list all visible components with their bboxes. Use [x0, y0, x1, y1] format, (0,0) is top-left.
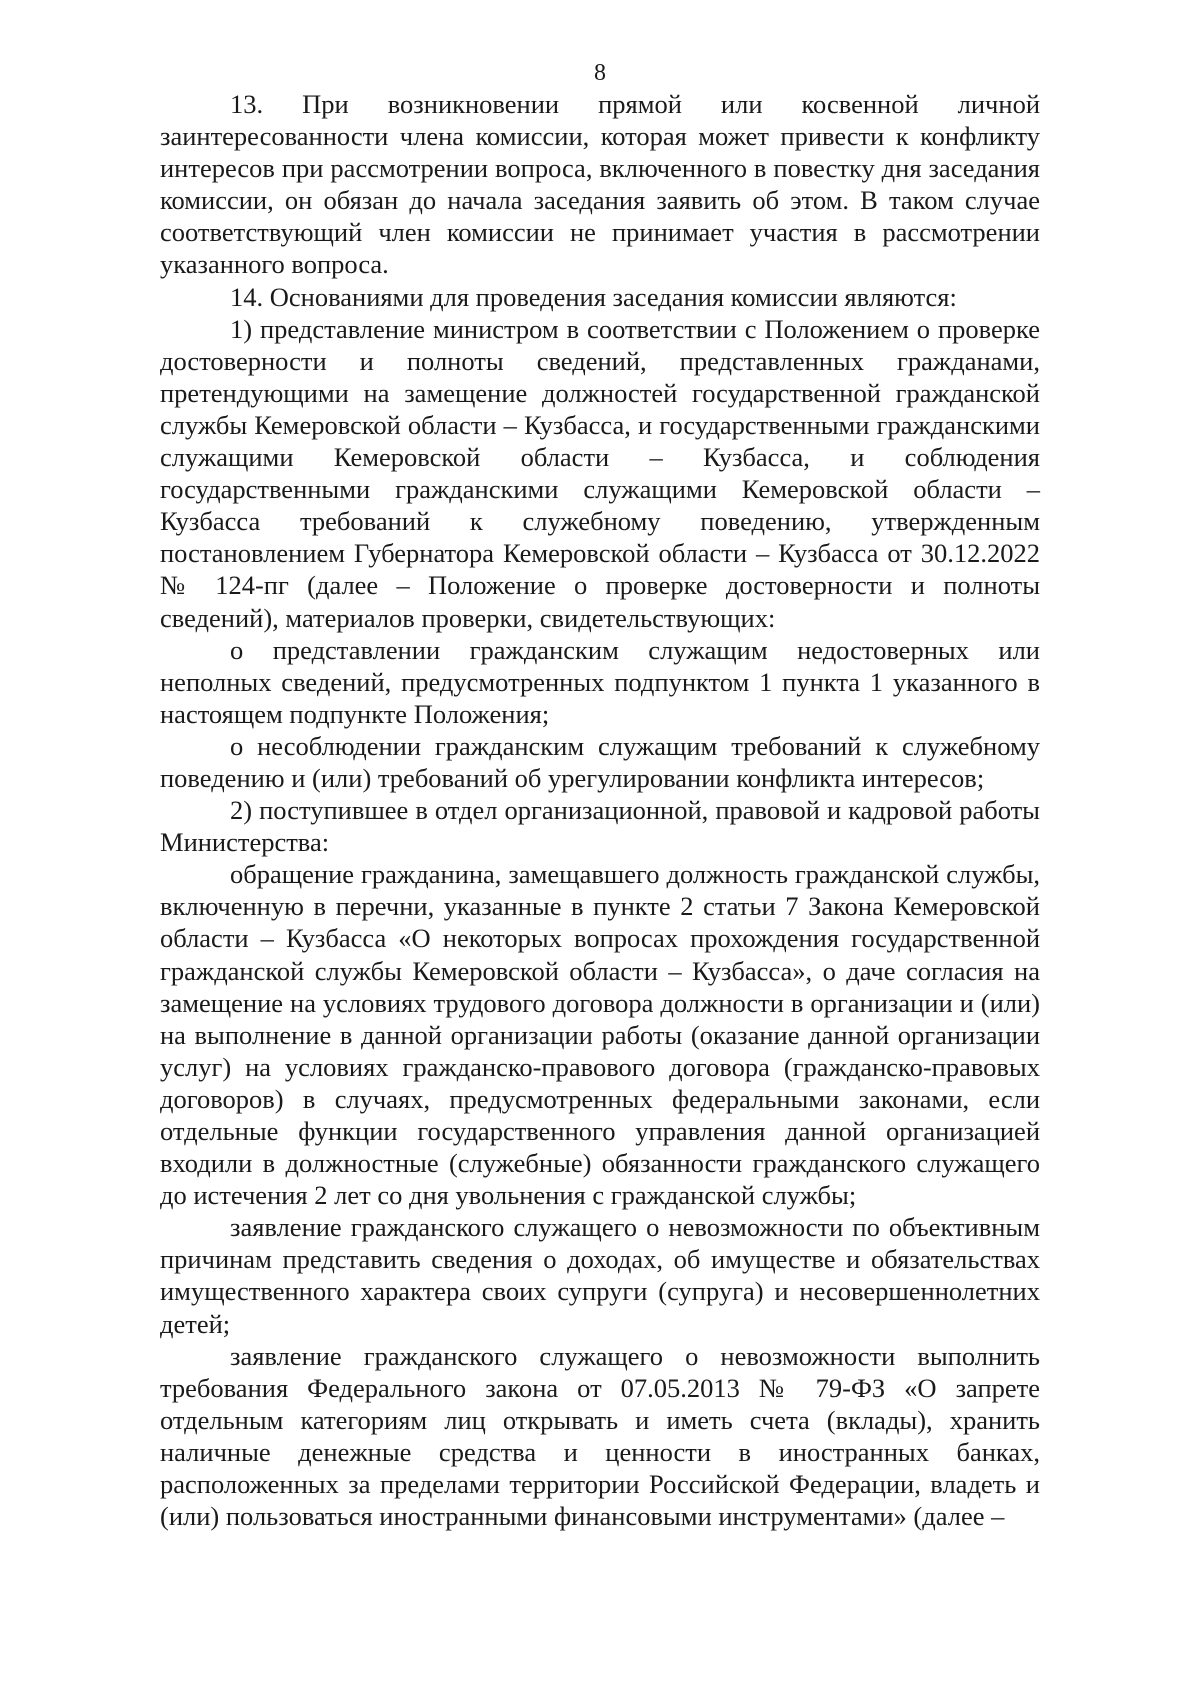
paragraph-statement-income-info: заявление гражданского служащего о невозможности по объективным причинам представить сведения о доходах, об имуществе и обязательствах имущественного характера своих супруги (супруга) и несовершеннолетних детей;: [160, 1212, 1040, 1339]
page-number: 8: [594, 60, 606, 86]
document-body: [160, 88, 1040, 1532]
paragraph-14-1-minister-submission: 1) представление министром в соответствии с Положением о проверке достоверности и полноты сведений, представленных гражданами, претендующими на замещение должностей государственной гражданской службы Кемеровской области – Кузбасса, и государственными гражданскими служащими Кемеровской области – Кузбасса, и соблюдения государственными гражданскими служащими Кемеровской области – Кузбасса требований к служебному поведению, утвержденным постановлением Губернатора Кемеровской области – Кузбасса от 30.12.2022 № 124-пг (далее – Положение о проверке достоверности и полноты сведений), материалов проверки, свидетельствующих:: [160, 313, 1040, 633]
paragraph-13-conflict-of-interest: 13. При возникновении прямой или косвенной личной заинтересованности члена комиссии, которая может привести к конфликту интересов при рассмотрении вопроса, включенного в повестку дня заседания комиссии, он обязан до начала заседания заявить об этом. В таком случае соответствующий член комиссии не принимает участия в рассмотрении указанного вопроса.: [160, 89, 1040, 280]
paragraph-14-2-received-by-department: 2) поступившее в отдел организационной, правовой и кадровой работы Министерства:: [160, 795, 1040, 858]
paragraph-citizen-appeal: обращение гражданина, замещавшего должность гражданской службы, включенную в перечни, указанные в пункте 2 статьи 7 Закона Кемеровской области – Кузбасса «О некоторых вопросах прохождения государственной гражданской службы Кемеровской области – Кузбасса», о даче согласия на замещение на условиях трудового договора должности в организации и (или) на выполнение в данной организации работы (оказание данной организации услуг) на условиях гражданско-правового договора (гражданско-правовых договоров) в случаях, предусмотренных федеральными законами, если отдельные функции государственного управления данной организацией входили в должностные (служебные) обязанности гражданского служащего до истечения 2 лет со дня увольнения с гражданской службы;: [160, 859, 1040, 1211]
paragraph-inaccurate-information: о представлении гражданским служащим недостоверных или неполных сведений, предусмотренных подпунктом 1 пункта 1 указанного в настоящем подпункте Положения;: [160, 634, 1040, 729]
paragraph-non-compliance: о несоблюдении гражданским служащим требований к служебному поведению и (или) требований об урегулировании конфликта интересов;: [160, 730, 1040, 793]
paragraph-statement-foreign-accounts: заявление гражданского служащего о невозможности выполнить требования Федерального закона от 07.05.2013 № 79-ФЗ «О запрете отдельным категориям лиц открывать и иметь счета (вклады), хранить наличные денежные средства и ценности в иностранных банках, расположенных за пределами территории Российской Федерации, владеть и (или) пользоваться иностранными финансовыми инструментами» (далее –: [160, 1340, 1040, 1532]
paragraph-14-grounds-heading: 14. Основаниями для проведения заседания комиссии являются:: [230, 281, 957, 312]
